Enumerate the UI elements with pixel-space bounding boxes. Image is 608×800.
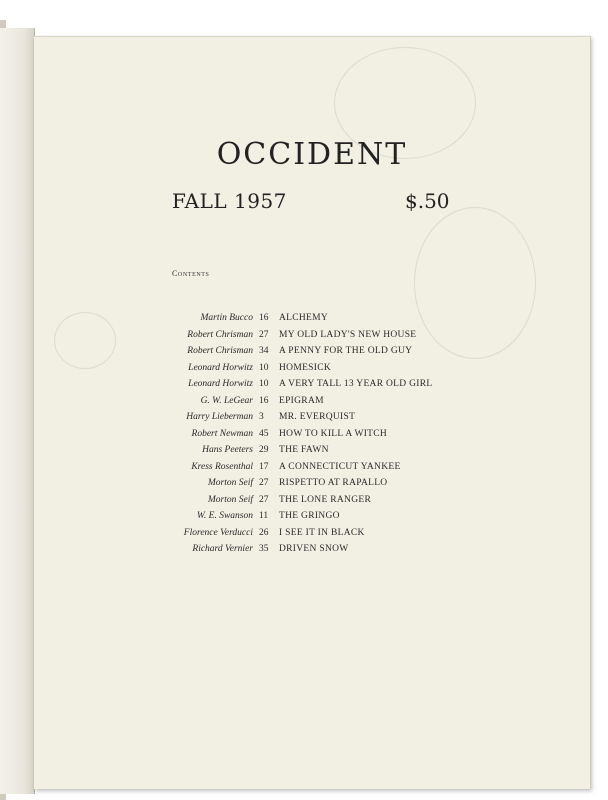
toc-entry (124, 310, 454, 327)
toc-page: 29 (259, 445, 269, 456)
toc-work: MR. EVERQUIST (279, 412, 356, 423)
toc-page: 16 (259, 395, 269, 406)
toc-page: 16 (259, 313, 269, 324)
price-label: $.50 (405, 189, 450, 213)
toc-entry (124, 426, 454, 443)
magazine-page (34, 36, 591, 789)
toc-author: Robert Newman (191, 428, 253, 439)
toc-work: THE FAWN (279, 445, 329, 456)
toc-page: 10 (259, 379, 269, 390)
toc-author: Harry Lieberman (186, 412, 253, 423)
toc-author: Leonard Horwitz (188, 362, 253, 373)
toc-entry (124, 393, 454, 410)
toc-page: 34 (259, 346, 269, 357)
toc-author: Richard Vernier (192, 544, 253, 555)
toc-author: Morton Seif (207, 478, 253, 489)
toc-author: Robert Chrisman (187, 346, 253, 357)
toc-entry (124, 459, 454, 476)
toc-entry (124, 343, 454, 360)
toc-entry (124, 525, 454, 542)
toc-page: 17 (259, 461, 269, 472)
toc-page: 27 (259, 494, 269, 505)
issue-label: FALL 1957 (172, 189, 287, 213)
toc-work: A VERY TALL 13 YEAR OLD GIRL (279, 379, 433, 390)
toc-author: Kress Rosenthal (191, 461, 253, 472)
binding-edge (0, 28, 35, 794)
toc-author: Florence Verducci (183, 527, 253, 538)
toc-page: 27 (259, 329, 269, 340)
toc-work: HOMESICK (279, 362, 332, 373)
toc-work: RISPETTO AT RAPALLO (279, 478, 388, 489)
toc-work: EPIGRAM (279, 395, 324, 406)
contents-heading: Contents (172, 269, 210, 278)
magazine-title: OCCIDENT (216, 137, 408, 172)
toc-work: HOW TO KILL A WITCH (279, 428, 388, 439)
toc-page: 27 (259, 478, 269, 489)
toc-author: W. E. Swanson (196, 511, 253, 522)
toc-page: 45 (259, 428, 269, 439)
table-of-contents (124, 310, 454, 558)
toc-work: A CONNECTICUT YANKEE (279, 461, 401, 472)
toc-author: Morton Seif (207, 494, 253, 505)
toc-entry (124, 541, 454, 558)
toc-page: 35 (259, 544, 269, 555)
toc-work: ALCHEMY (279, 313, 329, 324)
toc-author: Hans Peeters (202, 445, 253, 456)
toc-entry (124, 360, 454, 377)
toc-page: 26 (259, 527, 269, 538)
showthrough-illustration (54, 312, 116, 369)
toc-entry (124, 492, 454, 509)
toc-author: Robert Chrisman (187, 329, 253, 340)
toc-work: THE LONE RANGER (279, 494, 372, 505)
toc-author: Leonard Horwitz (188, 379, 253, 390)
toc-page: 11 (259, 511, 269, 522)
toc-entry (124, 508, 454, 525)
toc-author: G. W. LeGear (200, 395, 253, 406)
toc-entry (124, 327, 454, 344)
toc-work: A PENNY FOR THE OLD GUY (279, 346, 413, 357)
toc-work: MY OLD LADY'S NEW HOUSE (279, 329, 417, 340)
toc-entry (124, 442, 454, 459)
toc-entry (124, 409, 454, 426)
toc-entry (124, 376, 454, 393)
toc-page: 3 (259, 412, 264, 423)
toc-author: Martin Bucco (200, 313, 253, 324)
toc-entry (124, 475, 454, 492)
toc-work: THE GRINGO (279, 511, 340, 522)
toc-work: DRIVEN SNOW (279, 544, 349, 555)
toc-work: I SEE IT IN BLACK (279, 527, 365, 538)
toc-page: 10 (259, 362, 269, 373)
